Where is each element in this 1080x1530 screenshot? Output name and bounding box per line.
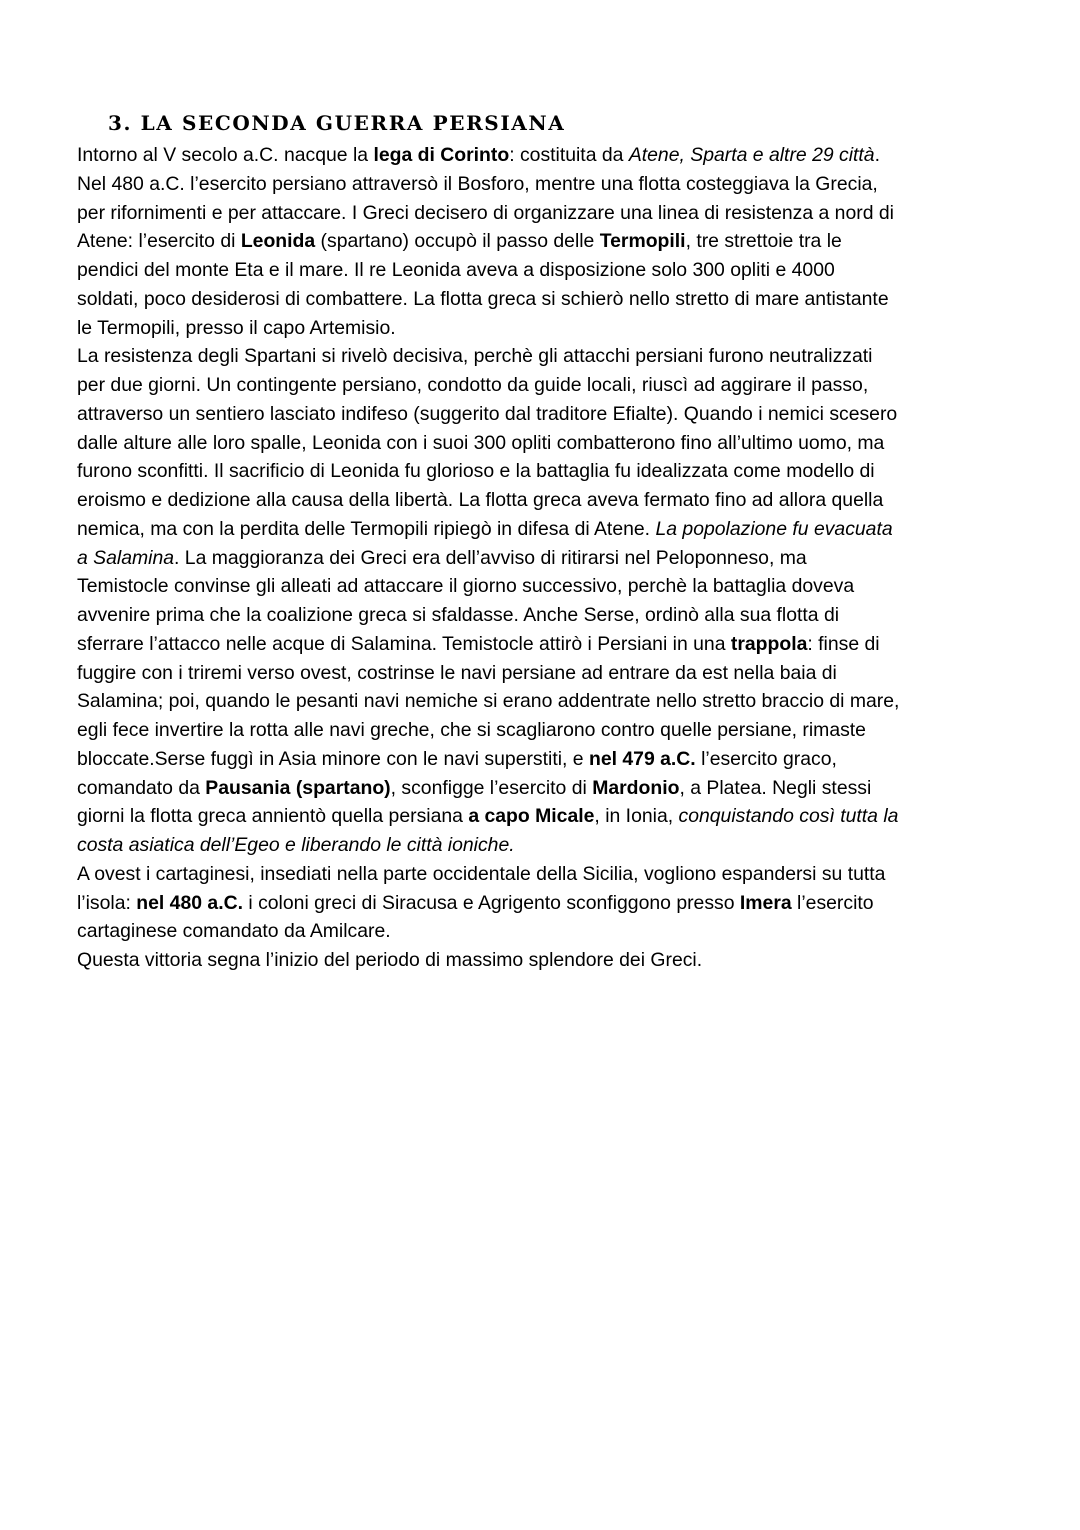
bold-text: Imera xyxy=(739,891,792,914)
text-line xyxy=(77,659,1007,688)
text-run: egli fece invertire la rotta alle navi greche, che si scagliarono contro quelle persiane, rimaste xyxy=(77,719,866,741)
section-heading: 3. LA SECONDA GUERRA PERSIANA xyxy=(108,111,566,135)
text-run: l’esercito graco, xyxy=(695,747,837,770)
text-line xyxy=(77,544,1007,573)
bold-text: nel 480 a.C. xyxy=(136,891,243,914)
text-run: comandato da xyxy=(77,776,206,799)
text-run: : costituita da xyxy=(509,144,629,166)
text-line xyxy=(77,831,1007,860)
text-run: le Termopili, presso il capo Artemisio. xyxy=(77,316,396,339)
text-line xyxy=(77,457,1007,486)
text-line xyxy=(77,342,1007,371)
text-line xyxy=(77,889,1007,918)
text-line xyxy=(77,486,1007,515)
text-run: bloccate.Serse fuggì in Asia minore con le navi superstiti, e xyxy=(77,747,589,770)
text-line xyxy=(77,946,1007,975)
text-line xyxy=(77,601,1007,630)
text-line xyxy=(77,687,1007,716)
text-run: La resistenza degli Spartani si rivelò decisiva, perchè gli attacchi persiani furono neutralizzati xyxy=(77,345,873,368)
text-run: pendici del monte Eta e il mare. Il re Leonida aveva a disposizione solo 300 opliti e 4000 xyxy=(77,259,835,281)
paragraph xyxy=(77,860,1007,946)
text-line xyxy=(77,285,1007,314)
text-line xyxy=(77,630,1007,659)
bold-text: Pausania (spartano) xyxy=(205,776,391,799)
text-line xyxy=(77,802,1007,831)
text-run: , a Platea. Negli stessi xyxy=(679,776,872,799)
text-line xyxy=(77,400,1007,429)
text-run: dalle alture alle loro spalle, Leonida con i suoi 300 opliti combatterono fino all’ultimo uomo, ma xyxy=(77,431,885,454)
bold-text: trappola xyxy=(730,632,808,655)
text-line xyxy=(77,429,1007,458)
text-line xyxy=(77,572,1007,601)
bold-text: nel 479 a.C. xyxy=(588,747,696,770)
document-body xyxy=(77,141,1007,975)
text-line xyxy=(77,860,1007,889)
text-run: per rifornimenti e per attaccare. I Greci decisero di organizzare una linea di resistenza a nord di xyxy=(77,201,894,224)
text-line xyxy=(77,716,1007,745)
text-run: , sconfigge l’esercito di xyxy=(390,776,593,799)
bold-text: Leonida xyxy=(240,230,316,253)
text-run: Salamina; poi, quando le pesanti navi nemiche si erano addentrate nello stretto braccio di mare, xyxy=(77,690,900,713)
text-line xyxy=(77,515,1007,544)
text-line xyxy=(77,774,1007,803)
text-run: Intorno al V secolo a.C. nacque la xyxy=(77,144,374,166)
text-run: eroismo e dedizione alla causa della libertà. La flotta greca aveva fermato fino ad allora quella xyxy=(77,489,884,511)
text-line xyxy=(77,227,1007,256)
text-run: giorni la flotta greca annientò quella persiana xyxy=(77,805,469,828)
text-run: , in Ionia, xyxy=(594,805,679,828)
text-line xyxy=(77,256,1007,285)
text-run: furono sconfitti. Il sacrificio di Leonida fu glorioso e la battaglia fu idealizzata come modello di xyxy=(77,460,875,483)
paragraph xyxy=(77,141,1007,342)
italic-text: La popolazione fu evacuata xyxy=(655,517,893,540)
text-run: : finse di xyxy=(807,632,880,655)
text-run: per due giorni. Un contingente persiano, condotto da guide locali, riuscì ad aggirare il passo, xyxy=(77,374,869,396)
text-line xyxy=(77,141,1007,170)
italic-text: a Salamina xyxy=(77,546,175,569)
bold-text: Termopili xyxy=(599,230,686,253)
bold-text: Mardonio xyxy=(592,776,680,799)
text-run: A ovest i cartaginesi, insediati nella parte occidentale della Sicilia, vogliono espandersi su tutta xyxy=(77,862,886,885)
text-run: fuggire con i triremi verso ovest, costrinse le navi persiane ad entrare da est nella baia di xyxy=(77,661,837,684)
italic-text: costa asiatica dell’Egeo e liberando le città ioniche. xyxy=(77,834,515,856)
text-run: sferrare l’attacco nelle acque di Salamina. Temistocle attirò i Persiani in una xyxy=(77,632,731,655)
text-run: . La maggioranza dei Greci era dell’avviso di ritirarsi nel Peloponneso, ma xyxy=(174,546,807,569)
text-run: Atene: l’esercito di xyxy=(77,230,241,253)
text-line xyxy=(77,917,1007,946)
paragraph xyxy=(77,342,1007,860)
text-run: attraverso un sentiero lasciato indifeso (suggerito dal traditore Efialte). Quando i nemici scesero xyxy=(77,402,898,425)
text-line xyxy=(77,199,1007,228)
text-run: (spartano) occupò il passo delle xyxy=(315,230,600,253)
text-run: cartaginese comandato da Amilcare. xyxy=(77,920,391,943)
text-run: l’esercito xyxy=(791,891,874,914)
bold-text: lega di Corinto xyxy=(373,144,510,166)
text-run: avvenire prima che la coalizione greca si sfaldasse. Anche Serse, ordinò alla sua flotta di xyxy=(77,604,840,626)
text-run: l’isola: xyxy=(77,891,137,914)
bold-text: a capo Micale xyxy=(468,805,595,828)
text-line xyxy=(77,170,1007,199)
text-run: , tre strettoie tra le xyxy=(685,230,842,253)
text-run: Nel 480 a.C. l’esercito persiano attraversò il Bosforo, mentre una flotta costeggiava la Grecia, xyxy=(77,172,878,195)
text-run: Questa vittoria segna l’inizio del periodo di massimo splendore dei Greci. xyxy=(77,949,703,971)
text-run: nemica, ma con la perdita delle Termopili ripiegò in difesa di Atene. xyxy=(77,517,656,540)
text-line xyxy=(77,371,1007,400)
paragraph xyxy=(77,946,1007,975)
text-run: i coloni greci di Siracusa e Agrigento sconfiggono presso xyxy=(243,891,740,914)
text-line xyxy=(77,745,1007,774)
italic-text: conquistando così tutta la xyxy=(678,805,899,828)
text-run: soldati, poco desiderosi di combattere. La flotta greca si schierò nello stretto di mare antistante xyxy=(77,287,889,310)
text-run: Temistocle convinse gli alleati ad attaccare il giorno successivo, perchè la battaglia doveva xyxy=(77,575,855,598)
text-run: . xyxy=(874,144,880,166)
text-line xyxy=(77,314,1007,343)
italic-text: Atene, Sparta e altre 29 città xyxy=(628,144,875,166)
